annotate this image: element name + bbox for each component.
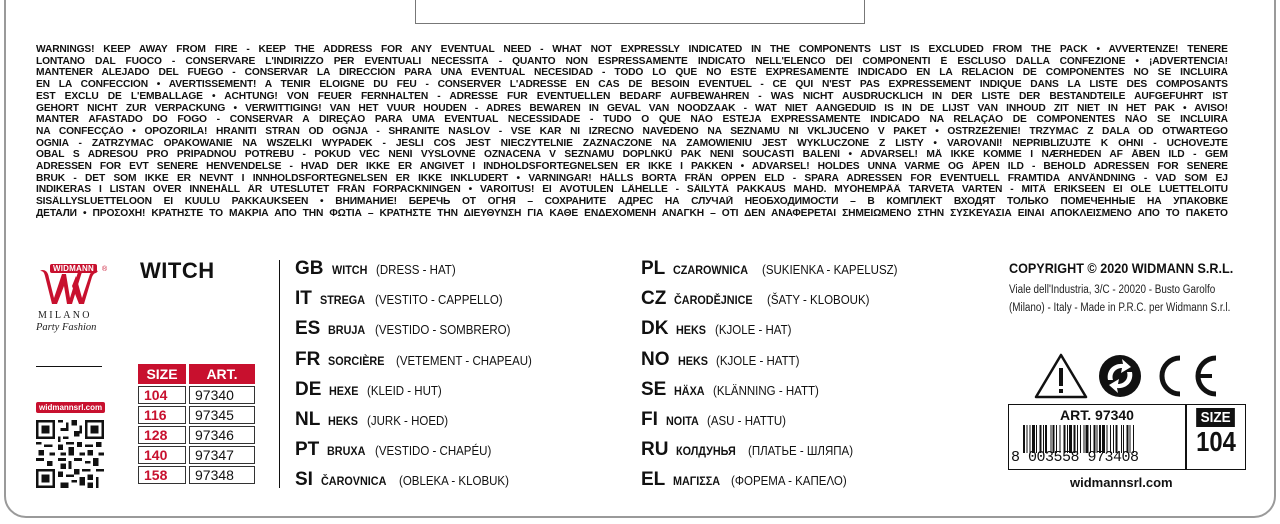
lang-name: CZAROWNICA bbox=[673, 263, 749, 277]
lang-name: WITCH bbox=[331, 263, 367, 277]
ce-mark-icon bbox=[1150, 352, 1220, 400]
lang-name: BRUJA bbox=[328, 323, 366, 338]
table-row bbox=[138, 386, 255, 404]
lang-name: HEKS bbox=[677, 353, 708, 368]
lang-name: SORCIÈRE bbox=[328, 353, 385, 368]
widmann-logo bbox=[36, 262, 108, 338]
lang-code: IT bbox=[295, 288, 312, 310]
art-cell: 97340 bbox=[189, 386, 255, 404]
list-item bbox=[641, 258, 909, 288]
logo-tagline: Party Fashion bbox=[36, 322, 97, 333]
lang-name: КОЛДУНЬЯ bbox=[676, 444, 737, 459]
lang-desc: (KJOLE - HATT) bbox=[715, 353, 800, 368]
table-row bbox=[138, 406, 255, 424]
warning-line: OGNIA - ZATRZYMAĆ OPAKOWANIE NA WSZELKI WYPADEK - JEŚLI COŚ JEST NIECZYTELNIE ZAZNACZONE NA ZAMÓWIENIU JEST WYKLUCZONE Z LISTY • VAROVÁNÍ! NEPŘIBLIŽUJTE K OHNI - UCHOVEJTE bbox=[36, 137, 1228, 149]
art-cell: 97346 bbox=[189, 426, 255, 444]
size-art-table bbox=[135, 362, 258, 486]
list-item bbox=[295, 379, 544, 409]
lang-desc: (KLEID - HUT) bbox=[367, 383, 442, 398]
size-cell: 116 bbox=[138, 406, 186, 424]
address-text bbox=[1009, 281, 1231, 317]
size-cell: 128 bbox=[138, 426, 186, 444]
warning-line: GEHÖRT NICHT ZUR VERPACKUNG • VERWITTIGING! VAN HET VUUR HOUDEN - ADRES BEWAREN IN GEVAL VAN NOODZAAK - WAT NIET AANGEDUID IS IN DE LIJST VAN INHOUD ZIT NIET IN HET PAK • AVISO! bbox=[36, 102, 1228, 114]
warning-line: LONTANO DAL FUOCO - CONSERVARE L'INDIRIZZO PER EVENTUALI NECESSITÀ - QUANTO NON ESPRESSAMENTE INDICATO NELL'ELENCO DEI COMPONENTI È ESCLUSO DALLA CONFEZIONE • ¡ADVERTENCIA! bbox=[36, 55, 1228, 67]
size-cell: 140 bbox=[138, 446, 186, 464]
logo-city: MILANO bbox=[38, 310, 92, 321]
lang-name: HEKS bbox=[328, 413, 359, 428]
copyright-text: COPYRIGHT © 2020 WIDMANN S.R.L. bbox=[1009, 260, 1234, 276]
lang-code: CZ bbox=[641, 288, 667, 310]
size-header: SIZE bbox=[138, 364, 186, 384]
lang-desc: (DRESS - HAT) bbox=[375, 263, 456, 277]
list-item bbox=[641, 379, 909, 409]
lang-desc: (ΦΟΡΕΜΑ - ΚΑΠΕΛΟ) bbox=[730, 474, 847, 489]
product-name: WITCH bbox=[140, 258, 215, 283]
list-item bbox=[641, 439, 909, 469]
registered-mark: ® bbox=[102, 266, 108, 273]
lang-code: SI bbox=[295, 469, 313, 491]
lang-desc: (VESTIDO - SOMBRERO) bbox=[374, 323, 511, 338]
art-header: ART. bbox=[189, 364, 255, 384]
warning-line: MANTER AFASTADO DO FOGO - CONSERVAR A DIREÇÃO PARA UMA EVENTUAL NECESSIDADE - TUDO O QUE NÃO ESTEJA EXPRESSAMENTE INDICADO NA RELAÇÃO DE COMPONENTES NÃO SE INCLUIRÁ bbox=[36, 114, 1228, 126]
lang-desc: (ŠATY - KLOBOUK) bbox=[766, 293, 870, 308]
list-item bbox=[641, 318, 909, 348]
warning-line: WARNINGS! KEEP AWAY FROM FIRE - KEEP THE ADDRESS FOR ANY EVENTUAL NEED - WHAT NOT EXPRESSLY INDICATED IN THE COMPONENTS LIST IS EXCLUDED FROM THE PACK • AVVERTENZE! TENERE bbox=[36, 44, 1228, 55]
warning-line: SISÄLLYSLUETTELOON EI KUULU PAKKAUKSEEN • ВНИМАНИЕ! БЕРЕЧЬ ОТ ОГНЯ – СОХРАНИТЕ АДРЕС НА СЛУЧАЙ НЕОБХОДИМОСТИ – В КОМПЛЕКТ ВХОДЯТ ТОЛЬКО ПОМЕЧЕННЫЕ НА УПАКОВКЕ bbox=[36, 196, 1228, 208]
lang-code: NL bbox=[295, 408, 321, 430]
vertical-divider bbox=[279, 260, 280, 488]
lang-code: PL bbox=[641, 258, 666, 279]
lang-code: NO bbox=[641, 348, 670, 370]
lang-code: FI bbox=[641, 408, 658, 430]
list-item bbox=[295, 349, 544, 379]
list-item bbox=[295, 409, 544, 439]
recycle-icon bbox=[1096, 352, 1144, 400]
lang-desc: (KLÄNNING - HATT) bbox=[713, 383, 820, 398]
list-item bbox=[295, 318, 544, 348]
address-line: (Milano) - Italy - Made in P.R.C. per Widmann S.r.l. bbox=[1009, 302, 1231, 314]
lang-desc: (KJOLE - HAT) bbox=[714, 323, 792, 338]
warning-triangle-icon bbox=[1034, 352, 1088, 400]
art-cell: 97348 bbox=[189, 466, 255, 484]
list-item bbox=[295, 288, 544, 318]
lang-code: RU bbox=[641, 439, 669, 461]
lang-desc: (JURK - HOED) bbox=[366, 413, 448, 428]
size-cell: 104 bbox=[138, 386, 186, 404]
lang-name: HEXE bbox=[329, 383, 359, 398]
lang-code: FR bbox=[295, 348, 321, 370]
list-item bbox=[641, 409, 909, 439]
list-item bbox=[641, 349, 909, 379]
lang-name: STREGA bbox=[319, 293, 365, 308]
warning-line: INDIKERAS I LISTAN ÖVER INNEHÅLL ÄR UTESLUTET FRÅN FÖRPACKNINGEN • VAROITUS! EI AVOTULEN LÄHELLE - SÄILYTÄ PAKKAUS MAHD. MYÖHEMPÄÄ TARVETA VARTEN - MITÄ ERIKSEEN EI OLE LUETTELOITU bbox=[36, 184, 1228, 196]
list-item bbox=[295, 439, 544, 469]
warning-line: ADRESSEN FOR EVT SENERE HENVENDELSE - HVAD DER IKKE ER ANGIVET I INDHOLDSFORTEGNELSEN ER IKKE I PAKKEN • ADVARSEL! HOLDES UNNA VARME OG ÅPEN ILD - BEHOLD ADRESSEN FOR SENERE bbox=[36, 161, 1228, 173]
list-item bbox=[295, 258, 544, 288]
table-row bbox=[138, 426, 255, 444]
warning-line: ДЕТАЛИ • ΠΡΟΣΟΧΗ! ΚΡΑΤΗΣΤΕ ΤΟ ΜΑΚΡΙΑ ΑΠΟ ΤΗΝ ΦΩΤΙΑ – ΚΡΑΤΗΣΤΕ ΤΗΝ ΔΙΕΥΘΥΝΣΗ ΓΙΑ ΚΑΘΕ ΕΝΔΕΧΟΜΕΝΗ ΑΝΑΓΚΗ – ΟΤΙ ΔΕΝ ΑΝΑΦΕΡΕΤΑΙ ΣΗΜΕΙΩΜΕΝΟ ΣΤΗΝ ΣΥΣΚΕΥΑΣΙΑ ΕΙΝΑΙ ΑΠΟΚΛΕΙΣΜΕΝΟ ΑΠΟ ΤΟ ΠΑΚΕΤΟ bbox=[36, 207, 1228, 219]
lang-desc: (VESTITO - CAPPELLO) bbox=[374, 293, 503, 308]
lang-desc: (ASU - HATTU) bbox=[707, 413, 787, 428]
language-list-right bbox=[641, 258, 909, 500]
lang-name: ΜΑΓΙΣΣΑ bbox=[673, 474, 721, 489]
left-divider bbox=[36, 366, 102, 367]
lang-code: PT bbox=[295, 439, 320, 461]
barcode-number: 8 003558 973408 bbox=[1011, 449, 1139, 466]
lang-desc: (VESTIDO - CHAPÉU) bbox=[374, 444, 492, 459]
lang-code: SE bbox=[641, 378, 667, 400]
lang-code: GB bbox=[295, 258, 324, 279]
size-cell: 158 bbox=[138, 466, 186, 484]
barcode-box bbox=[1008, 404, 1186, 470]
logo-brand-badge: WIDMANN bbox=[50, 264, 97, 273]
lang-name: NOITA bbox=[665, 413, 699, 428]
warning-line: MANTENER ALEJADO DEL FUEGO - CONSERVAR LA DIRECCIÓN PARA UNA EVENTUAL NECESIDAD - TODO LO QUE NO ESTÉ EXPRESAMENTE INDICADO EN LA RELACIÓN DE COMPONENTES NO SE INCLUIRÁ bbox=[36, 67, 1228, 79]
lang-name: BRUXA bbox=[327, 444, 366, 459]
size-badge-label: SIZE bbox=[1196, 408, 1235, 427]
lang-code: ES bbox=[295, 318, 321, 340]
table-row bbox=[138, 446, 255, 464]
warnings-text bbox=[36, 44, 1228, 220]
qr-code-icon bbox=[36, 420, 104, 488]
warning-line: EST EXCLU DE L'EMBALLAGE • ACHTUNG! VON FEUER FERNHALTEN - ADRESSE FÜR EVENTUELLEN BEDARF AUFBEWAHREN - WAS NICHT AUSDRÜCKLICH IN DER LISTE DER BESTANDTEILE AUFGEFÜHRT IST bbox=[36, 90, 1228, 102]
lang-code: DE bbox=[295, 378, 322, 400]
list-item bbox=[641, 288, 909, 318]
website-footer: widmannsrl.com bbox=[1070, 475, 1173, 490]
address-line: Viale dell'Industria, 3/C - 20020 - Busto Garolfo bbox=[1009, 284, 1216, 296]
language-list-left bbox=[295, 258, 544, 500]
top-window-box bbox=[415, 0, 865, 24]
size-badge bbox=[1186, 404, 1246, 470]
list-item bbox=[641, 469, 909, 499]
lang-desc: (SUKIENKA - KAPELUSZ) bbox=[761, 263, 898, 277]
warning-line: NA CONFECÇÃO • OPOZORILA! HRANITI STRAN OD OGNJA - SHRANITE NASLOV - VSE KAR NI IZRECNO NAVEDENO NA SEZNAMU NI VKLJUČENO V PAKET • OSTRZEŻENIE! TRZYMAĆ Z DALA OD OTWARTEGO bbox=[36, 125, 1228, 137]
lang-desc: (OBLEKA - KLOBUK) bbox=[398, 474, 509, 489]
lang-name: HEKS bbox=[676, 323, 707, 338]
size-badge-value: 104 bbox=[1196, 426, 1236, 457]
warning-line: BRUK - DET SOM IKKE ER NEVNT I INNHOLDSFORTEGNELSEN ER IKKE INKLUDERT • VARNINGAR! HÅLLS BORTA FRÅN ÖPPEN ELD - SPARA ADRESSEN FÖR EVENTUELL FRAMTIDA ANVÄNDNING - VAD SOM EJ bbox=[36, 172, 1228, 184]
lang-desc: (VETEMENT - CHAPEAU) bbox=[396, 353, 532, 368]
lang-code: EL bbox=[641, 469, 666, 491]
warning-line: OBAL S ADRESOU PRO PŘÍPADNOU POTŘEBU - POKUD VĚC NENÍ VÝSLOVNĚ OZNAČENA V SEZNAMU DOPLŇKŮ PAK NENÍ SOUČÁSTÍ BALENÍ • ADVARSEL! MÅ IKKE KOMME I NÆRHEDEN AF ÅBEN ILD - GEM bbox=[36, 149, 1228, 161]
table-row bbox=[138, 466, 255, 484]
lang-name: ČAROVNICA bbox=[320, 474, 387, 489]
lang-code: DK bbox=[641, 318, 669, 340]
website-badge: widmannsrl.com bbox=[36, 402, 105, 413]
lang-name: ČARODĚJNICE bbox=[674, 293, 753, 308]
art-cell: 97345 bbox=[189, 406, 255, 424]
list-item bbox=[295, 469, 544, 499]
art-cell: 97347 bbox=[189, 446, 255, 464]
warning-line: EN LA CONFECCIÓN • AVERTISSEMENT! A TENIR ELOIGNE DU FEU - CONSERVER L'ADRESSE EN CAS DE BESOIN EVENTUEL - CE QUI N'EST PAS EXPRESSEMENT INDIQUE DANS LA LISTE DES COMPOSANTS bbox=[36, 79, 1228, 91]
lang-name: HÄXA bbox=[674, 383, 705, 398]
barcode-art-label: ART. 97340 bbox=[1060, 407, 1134, 423]
lang-desc: (ПЛАТЬЕ - ШЛЯПА) bbox=[747, 444, 853, 459]
